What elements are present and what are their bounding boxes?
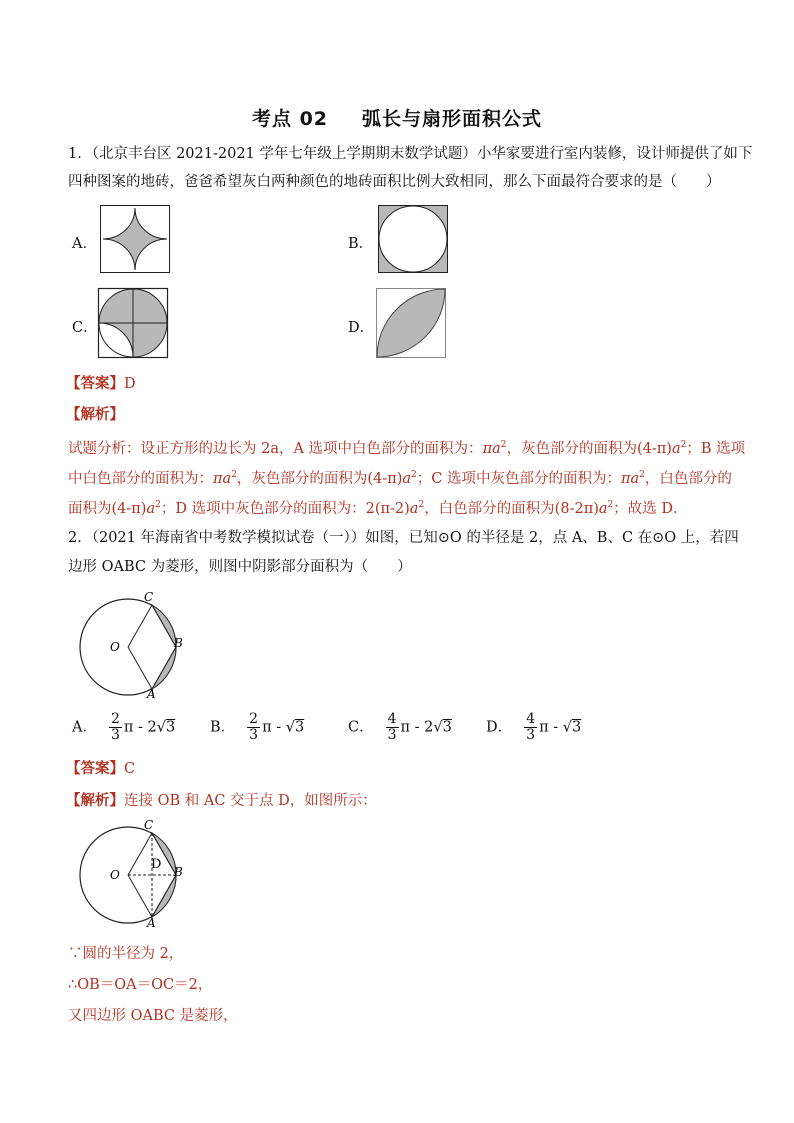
q2-option-b: B． $\frac{2}{3}$ π - √3 — [210, 711, 305, 743]
q2-option-a: A． $\frac{2}{3}$ π - 2√3 — [72, 711, 176, 743]
label-c: C — [144, 590, 154, 604]
q2-line2: 边形 OABC 为菱形，则图中阴影部分面积为（ ） — [68, 559, 412, 575]
q1-option-d-label: D． — [348, 320, 375, 336]
q1-option-a-figure — [100, 205, 170, 273]
q1-option-c-figure — [98, 288, 168, 358]
q2-analysis: 【解析】连接 OB 和 AC 交于点 D，如图所示： — [66, 792, 377, 809]
q2-answer: 【答案】C — [66, 760, 136, 777]
label-a: A — [147, 687, 156, 701]
q1-option-c-label: C． — [72, 320, 98, 336]
label-c2: C — [144, 818, 154, 832]
q2-therefore: ∴OB＝OA＝OC＝2， — [68, 977, 213, 993]
page-title: 考点 02 弧长与扇形面积公式 — [251, 108, 543, 130]
label-b: B — [174, 636, 183, 650]
q1-analysis-line2: 中白色部分的面积为：$\pi a^2$，灰色部分的面积为$(4-\pi)a^2$；C 选项中灰色部分的面积为：$\pi a^2$，白色部分的 — [68, 470, 732, 487]
q2-analysis-figure — [68, 815, 188, 930]
label-o: O — [110, 640, 120, 654]
label-d: D — [151, 857, 162, 872]
q2-option-c: C． $\frac{4}{3}$ π - 2√3 — [348, 711, 452, 743]
label-b2: B — [174, 865, 183, 879]
q1-analysis-line1: 试题分析：设正方形的边长为 2a，A 选项中白色部分的面积为：$\pi a^2$，灰色部分的面积为$(4-\pi)a^2$；B 选项 — [68, 440, 746, 457]
q1-option-a-label: A． — [72, 236, 97, 252]
q2-option-d: D． $\frac{4}{3}$ π - √3 — [486, 711, 582, 743]
label-a2: A — [147, 916, 156, 930]
q1-option-d-figure — [376, 288, 446, 358]
q1-analysis-line3: 面积为$(4-\pi)a^2$；D 选项中灰色部分的面积为：$2(\pi-2)a^2$，白色部分的面积为$(8-2\pi)a^2$；故选 D． — [68, 500, 688, 517]
q2-figure — [68, 588, 188, 701]
label-o2: O — [110, 868, 120, 882]
q2-line1: 2．（2021 年海南省中考数学模拟试卷（一））如图，已知⊙O 的半径是 2，点 A、B、C 在⊙O 上，若四 — [68, 530, 739, 546]
q2-since: ∵圆的半径为 2， — [68, 946, 184, 962]
q1-option-b-label: B． — [348, 236, 374, 252]
q1-line2: 四种图案的地砖，爸爸希望灰白两种颜色的地砖面积比例大致相同，那么下面最符合要求的是（ ） — [68, 174, 721, 190]
q1-answer: 【答案】D — [66, 375, 136, 392]
q1-option-b-figure — [378, 205, 448, 273]
q2-also: 又四边形 OABC 是菱形， — [68, 1008, 238, 1024]
q1-line1: 1．（北京丰台区 2021-2021 学年七年级上学期期末数学试题）小华家要进行室内装修，设计师提供了如下 — [68, 146, 753, 162]
q1-analysis-label: 【解析】 — [66, 406, 124, 423]
